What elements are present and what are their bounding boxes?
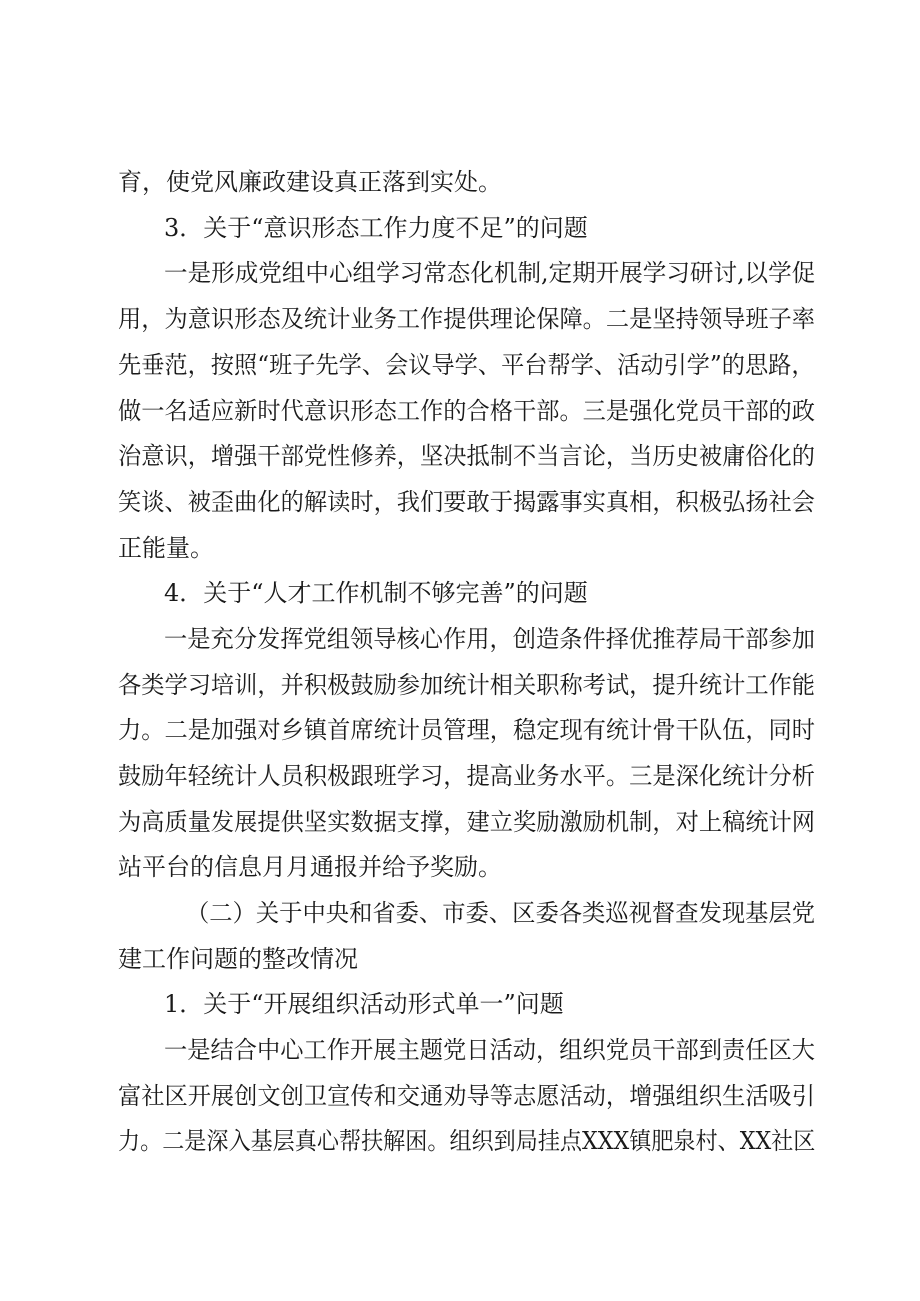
section-heading-1: 1．关于“开展组织活动形式单一”问题 [164,990,564,1018]
paragraph-line: 各类学习培训，并积极鼓励参加统计相关职称考试，提升统计工作能 [118,671,816,699]
paragraph-line: 一是结合中心工作开展主题党日活动，组织党员干部到责任区大 [164,1036,816,1064]
paragraph-line: 为高质量发展提供坚实数据支撑，建立奖励激励机制，对上稿统计网 [118,808,816,836]
text-line: 育，使党风廉政建设真正落到实处。 [118,168,502,196]
paragraph-line: 力。二是加强对乡镇首席统计员管理，稳定现有统计骨干队伍，同时 [118,716,816,744]
paragraph-line: 先垂范，按照“班子先学、会议导学、平台帮学、活动引学”的思路， [118,351,815,379]
paragraph-line: 治意识，增强干部党性修养，坚决抵制不当言论，当历史被庸俗化的 [118,442,816,470]
paragraph-line: 富社区开展创文创卫宣传和交通劝导等志愿活动，增强组织生活吸引 [118,1082,816,1110]
paragraph-line: 一是形成党组中心组学习常态化机制,定期开展学习研讨,以学促 [164,259,816,287]
subsection-heading: （二）关于中央和省委、市委、区委各类巡视督查发现基层党 [186,899,816,927]
section-heading-4: 4．关于“人才工作机制不够完善”的问题 [164,579,588,607]
paragraph-line: 正能量。 [118,534,214,562]
paragraph-line: 鼓励年轻统计人员积极跟班学习，提高业务水平。三是深化统计分析 [118,762,816,790]
subsection-heading-cont: 建工作问题的整改情况 [118,945,358,973]
paragraph-line: 力。二是深入基层真心帮扶解困。组织到局挂点XXX镇肥泉村、XX社区 [118,1127,816,1155]
paragraph-line: 站平台的信息月月通报并给予奖励。 [118,853,502,881]
paragraph-line: 做一名适应新时代意识形态工作的合格干部。三是强化党员干部的政 [118,397,816,425]
section-heading-3: 3．关于“意识形态工作力度不足”的问题 [164,214,588,242]
paragraph-line: 笑谈、被歪曲化的解读时，我们要敢于揭露事实真相，积极弘扬社会 [118,488,816,516]
paragraph-line: 用，为意识形态及统计业务工作提供理论保障。二是坚持领导班子率 [118,305,816,333]
paragraph-line: 一是充分发挥党组领导核心作用，创造条件择优推荐局干部参加 [164,625,816,653]
